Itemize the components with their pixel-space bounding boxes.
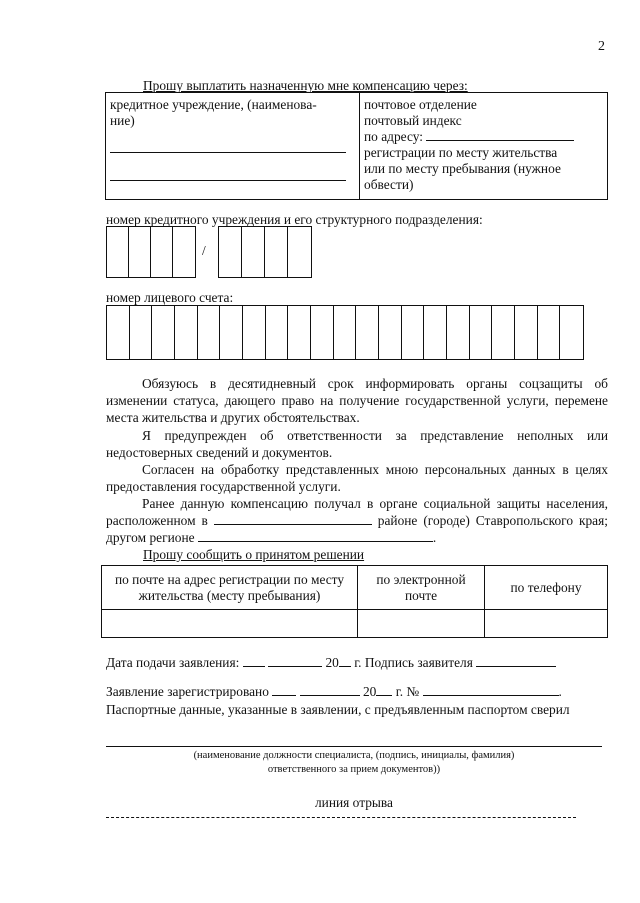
account-label: номер лицевого счета: (106, 290, 234, 305)
notify-email-cell[interactable]: по электронной почте (358, 566, 485, 610)
notify-phone-cell[interactable]: по телефону (485, 566, 608, 610)
tear-line (106, 817, 576, 818)
payment-intro: Прошу выплатить назначенную мне компенсацию через: (143, 78, 468, 93)
passport-verification-text: Паспортные данные, указанные в заявлении, с предъявленным паспортом сверил (106, 702, 570, 717)
obligation-paragraph: Обязуюсь в десятидневный срок информировать органы соцзащиты об изменении статуса, дающего право на получение государственной услуги, перемене места жительства и других обстоятельствах. (106, 376, 608, 425)
consent-paragraph: Согласен на обработку представленных мною персональных данных в целях предоставления государственной услуги. (106, 462, 608, 494)
notify-mail-cell[interactable]: по почте на адрес регистрации по месту жительства (месту пребывания) (102, 566, 358, 610)
payment-method-table (105, 92, 608, 200)
notify-mail-mark[interactable] (102, 610, 358, 638)
notify-phone-mark[interactable] (485, 610, 608, 638)
account-number-boxes[interactable] (106, 305, 584, 360)
bank-option-cell[interactable]: кредитное учреждение, (наименова- ние) (106, 93, 360, 200)
bank-number-boxes[interactable] (106, 226, 196, 278)
post-option-cell[interactable]: почтовое отделение почтовый индекс по адресу: регистрации по месту жительства или по месту пребывания (нужное обвести) (360, 93, 608, 200)
tear-line-label: линия отрыва (314, 795, 393, 810)
registration-line: Заявление зарегистрировано 20 г. № . (106, 684, 562, 699)
bank-number-slash: / (202, 243, 206, 258)
notify-intro: Прошу сообщить о принятом решении (143, 547, 365, 562)
responsibility-paragraph: Я предупрежден об ответственности за представление неполных или недостоверных сведений и документов. (106, 428, 608, 460)
previous-compensation-paragraph: Ранее данную компенсацию получал в органе социальной защиты населения, расположенном в районе (городе) Ставропольского края; другом регионе . (106, 496, 608, 545)
page-number: 2 (598, 39, 605, 54)
notify-email-mark[interactable] (358, 610, 485, 638)
bank-number-label: номер кредитного учреждения и его структурного подразделения: (106, 212, 483, 227)
signature-caption: (наименование должности специалиста, (подпись, инициалы, фамилия) ответственного за прием документов)) (193, 750, 515, 775)
notify-method-table (101, 565, 608, 638)
signature-line (106, 746, 602, 747)
submission-date-line: Дата подачи заявления: 20 г. Подпись заявителя (106, 655, 556, 671)
branch-number-boxes[interactable] (218, 226, 312, 278)
